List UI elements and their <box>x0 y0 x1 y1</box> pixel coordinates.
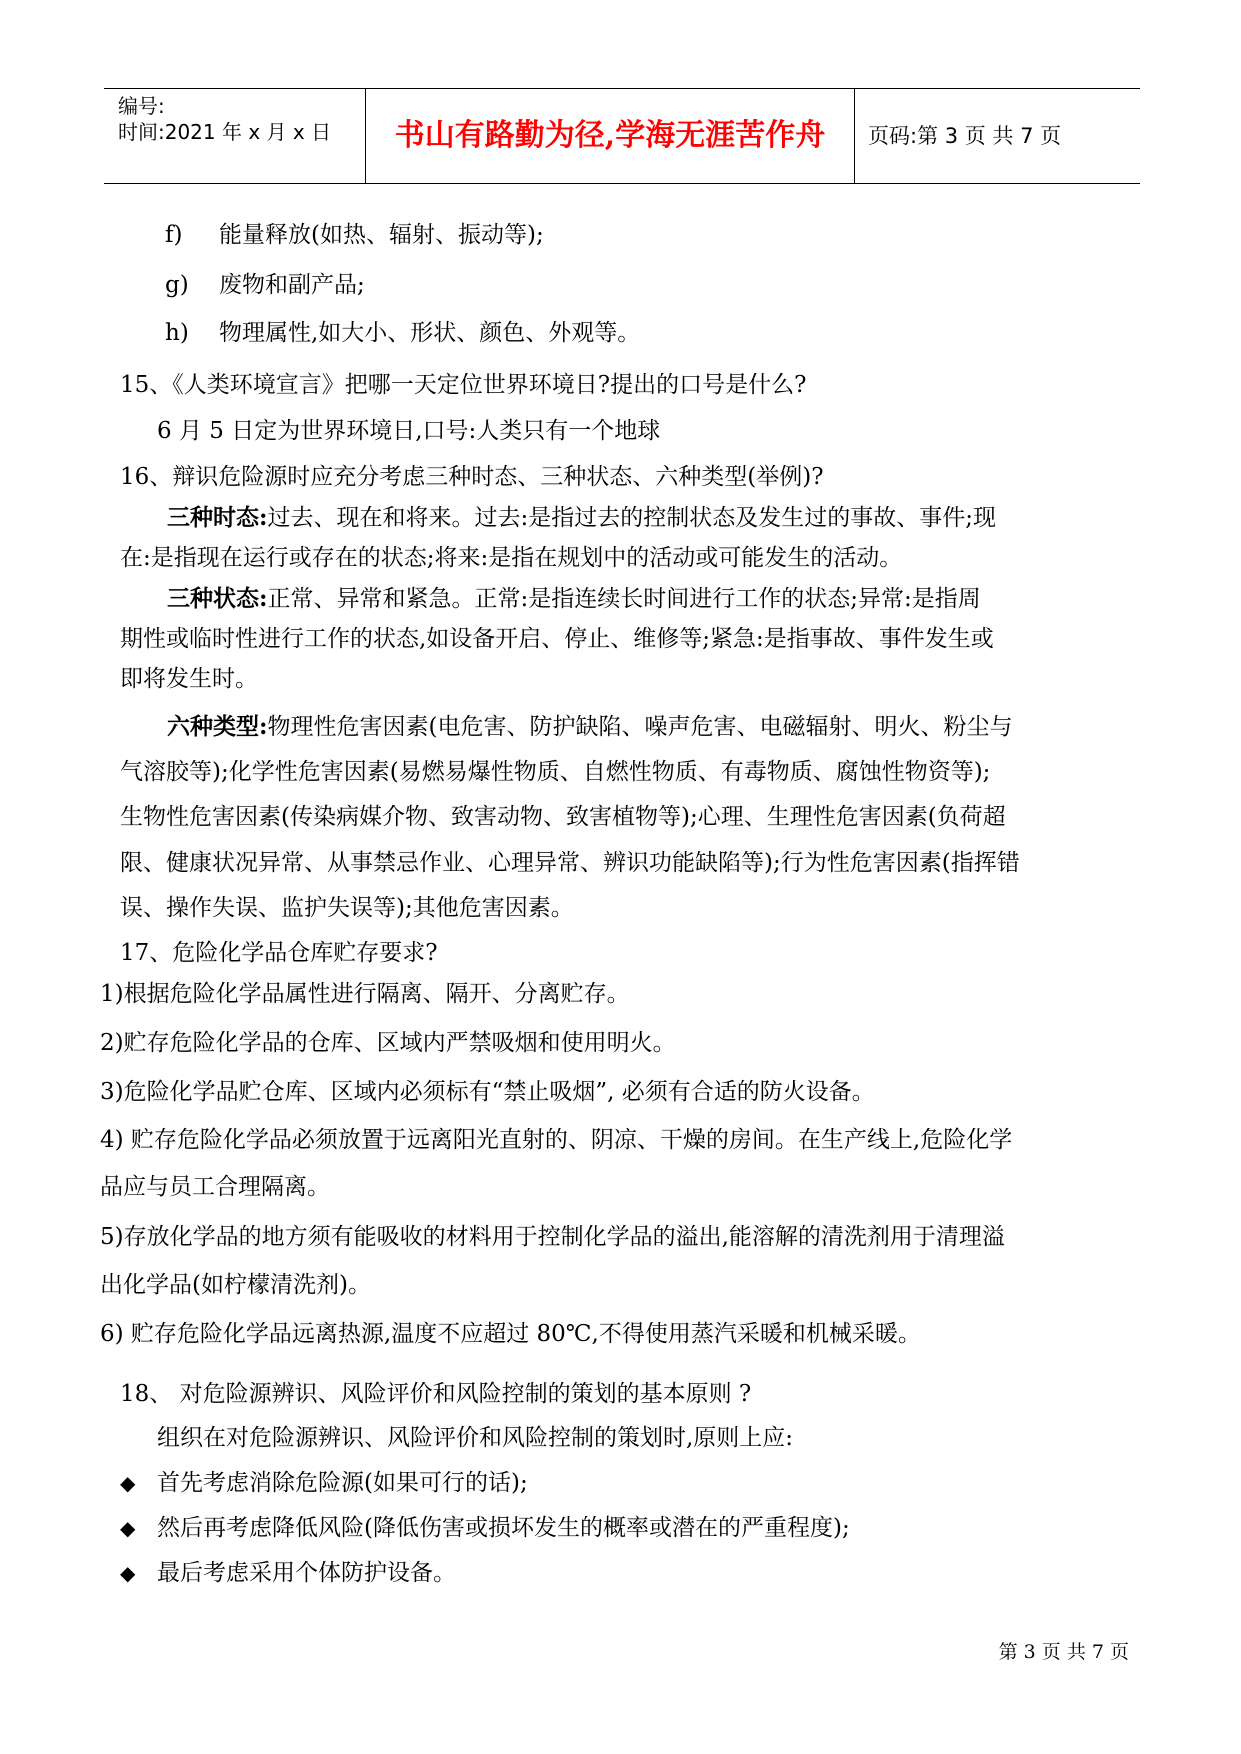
item-f-letter: f) <box>165 222 183 248</box>
q17-req-3: 3)危险化学品贮仓库、区域内必须标有“禁止吸烟”, 必须有合适的防火设备。 <box>100 1079 875 1105</box>
q16-p1-head: 三种时态: <box>167 504 268 531</box>
q17-req-5-line2: 出化学品(如柠檬清洗剂)。 <box>100 1272 371 1298</box>
q15-answer: 6 月 5 日定为世界环境日,口号:人类只有一个地球 <box>157 418 661 444</box>
q16-p3-head: 六种类型: <box>167 713 268 740</box>
q18-bullet-2: 然后再考虑降低风险(降低伤害或损坏发生的概率或潜在的严重程度); <box>157 1515 850 1541</box>
q18-intro: 组织在对危险源辨识、风险评价和风险控制的策划时,原则上应: <box>157 1425 794 1451</box>
q16-p2-head: 三种状态: <box>167 585 268 612</box>
page-footer: 第 3 页 共 7 页 <box>998 1641 1129 1663</box>
q16-p1-line2: 在:是指现在运行或存在的状态;将来:是指在规划中的活动或可能发生的活动。 <box>120 545 903 571</box>
q17-req-5-line1: 5)存放化学品的地方须有能吸收的材料用于控制化学品的溢出,能溶解的清洗剂用于清理溢 <box>100 1224 1005 1250</box>
q17-question: 17、危险化学品仓库贮存要求? <box>120 940 438 966</box>
q16-p3-line1 <box>167 712 1012 742</box>
q16-question: 16、辩识危险源时应充分考虑三种时态、三种状态、六种类型(举例)? <box>120 464 824 490</box>
q16-p2-line1 <box>167 584 981 614</box>
diamond-bullet-icon: ◆ <box>120 1516 136 1540</box>
q17-req-1: 1)根据危险化学品属性进行隔离、隔开、分离贮存。 <box>100 981 630 1007</box>
diamond-bullet-icon: ◆ <box>120 1561 136 1585</box>
q15-question: 15、《人类环境宣言》把哪一天定位世界环境日?提出的口号是什么? <box>120 372 807 398</box>
q17-req-6: 6) 贮存危险化学品远离热源,温度不应超过 80℃,不得使用蒸汽采暖和机械采暖。 <box>100 1321 921 1347</box>
q16-p3-line2: 气溶胶等);化学性危害因素(易燃易爆性物质、自燃性物质、有毒物质、腐蚀性物资等); <box>120 759 991 785</box>
header-page-label: 页码:第 3 页 共 7 页 <box>868 124 1062 148</box>
q16-p3-text: 物理性危害因素(电危害、防护缺陷、噪声危害、电磁辐射、明火、粉尘与 <box>267 714 1013 740</box>
q16-p1-text: 过去、现在和将来。过去:是指过去的控制状态及发生过的事故、事件;现 <box>267 505 996 531</box>
q16-p3-line3: 生物性危害因素(传染病媒介物、致害动物、致害植物等);心理、生理性危害因素(负荷超 <box>120 804 1006 830</box>
q16-p1-line1 <box>167 503 996 533</box>
item-f-text: 能量释放(如热、辐射、振动等); <box>219 222 544 248</box>
q16-p2-line2: 期性或临时性进行工作的状态,如设备开启、停止、维修等;紧急:是指事故、事件发生或 <box>120 626 994 652</box>
q18-bullet-3: 最后考虑采用个体防护设备。 <box>157 1560 456 1586</box>
number-label: 编号: <box>118 94 165 118</box>
q16-p2-line3: 即将发生时。 <box>120 666 258 692</box>
header-left-cell <box>104 89 366 183</box>
q16-p3-line4: 限、健康状况异常、从事禁忌作业、心理异常、辨识功能缺陷等);行为性危害因素(指挥错 <box>120 850 1020 876</box>
q17-req-4-line2: 品应与员工合理隔离。 <box>100 1174 330 1200</box>
item-h-letter: h) <box>165 320 189 346</box>
q18-bullet-1: 首先考虑消除危险源(如果可行的话); <box>157 1470 528 1496</box>
item-g-letter: g) <box>165 272 189 298</box>
item-h-text: 物理属性,如大小、形状、颜色、外观等。 <box>219 320 641 346</box>
time-label: 时间:2021 年 x 月 x 日 <box>118 120 332 144</box>
q16-p3-line5: 误、操作失误、监护失误等);其他危害因素。 <box>120 895 574 921</box>
item-g-text: 废物和副产品; <box>219 272 365 298</box>
header-motto: 书山有路勤为径,学海无涯苦作舟 <box>366 89 855 183</box>
diamond-bullet-icon: ◆ <box>120 1471 136 1495</box>
q16-p2-text: 正常、异常和紧急。正常:是指连续长时间进行工作的状态;异常:是指周 <box>267 586 981 612</box>
q18-question: 18、 对危险源辨识、风险评价和风险控制的策划的基本原则 ? <box>120 1381 752 1407</box>
page-header <box>104 88 1140 184</box>
q17-req-4-line1: 4) 贮存危险化学品必须放置于远离阳光直射的、阴凉、干燥的房间。在生产线上,危险化学 <box>100 1127 1013 1153</box>
q17-req-2: 2)贮存危险化学品的仓库、区域内严禁吸烟和使用明火。 <box>100 1030 676 1056</box>
